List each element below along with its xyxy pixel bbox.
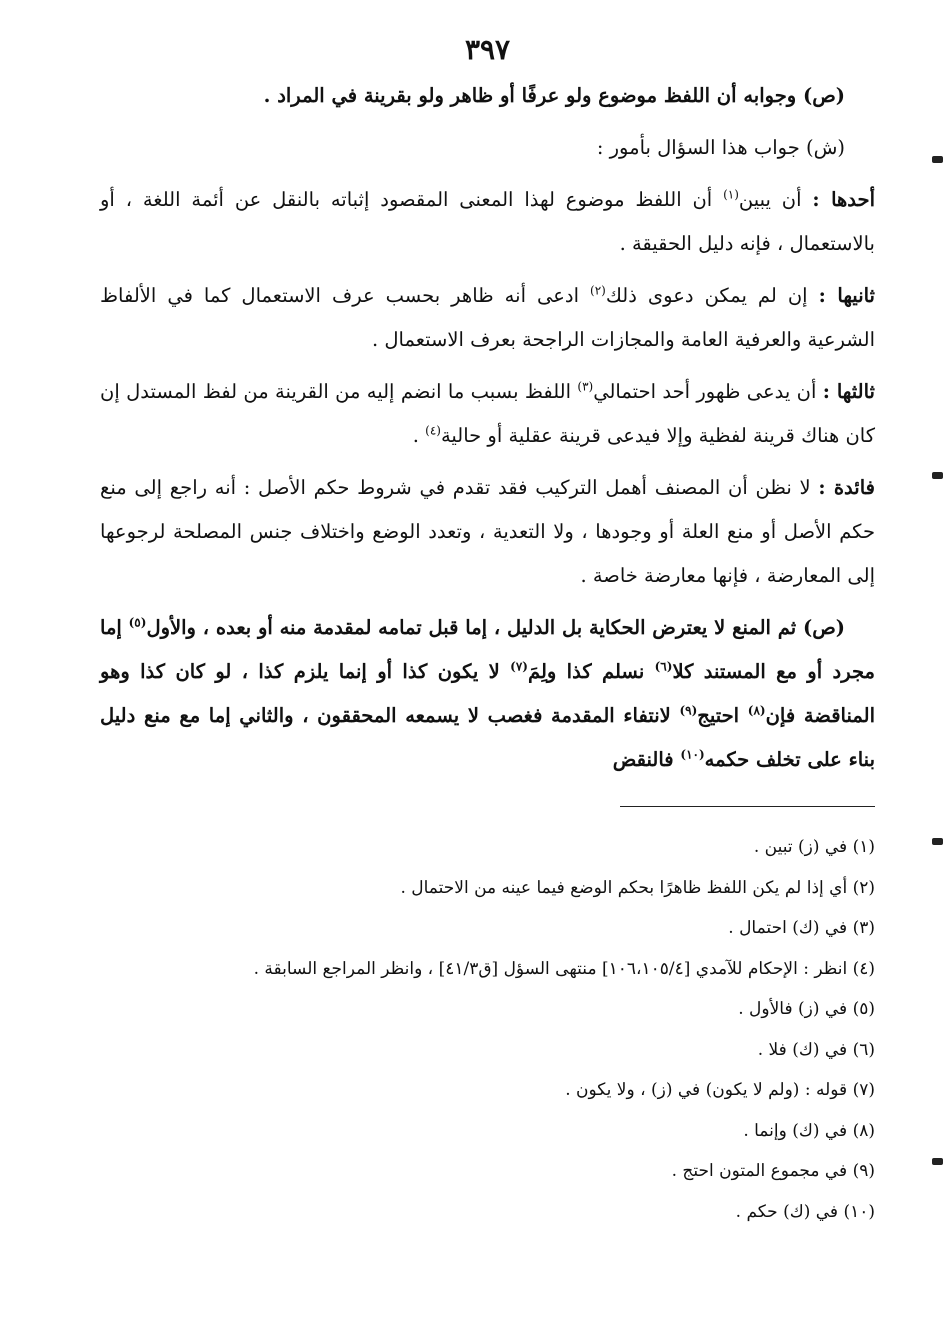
footnote-item: (٤) انظر : الإحكام للآمدي [١٠٦،١٠٥/٤] منتهى السؤل [ق٤١/٣] ، وانظر المراجع السابقة .	[253, 958, 875, 979]
text-segment: اللفظ بسبب ما انضم إليه من القرينة من لفظ المستدل إن كان هناك قرينة لفظية وإلا فيدعى قرينة عقلية أو حالية	[100, 380, 875, 447]
footnote-reference: (٧)	[510, 659, 528, 674]
text-segment: لا يكون كذا أو إنما يلزم كذا ، لو كان كذا وهو المناقضة فإن	[100, 660, 875, 727]
footnote-item: (٨) في (ك) وإنما .	[743, 1120, 875, 1141]
page-edge-mark	[932, 1158, 943, 1165]
footnote-item: (٥) في (ز) فالأول .	[738, 999, 875, 1019]
text-segment: نسلم كذا ولِمَ	[527, 660, 655, 683]
footnote-reference: (٩)	[679, 703, 698, 718]
footnote-item: (١٠) في (ك) حكم .	[735, 1201, 875, 1222]
footnote-item: (٢) أي إذا لم يكن اللفظ ظاهرًا بحكم الوضع فيما عينه من الاحتمال .	[400, 877, 875, 898]
footnote-item: (٣) في (ك) احتمال .	[728, 918, 875, 938]
page	[100, 30, 875, 1232]
text-segment: إما مجرد أو مع المستند كلا	[100, 616, 875, 683]
text-segment: أن يبين	[738, 188, 813, 211]
text-segment: ادعى أنه ظاهر بحسب عرف الاستعمال كما في الألفاظ الشرعية والعرفية العامة والمجازات الراجحة بعرف الاستعمال .	[100, 284, 875, 351]
footnote-reference: (٦)	[654, 659, 673, 674]
text-segment: لانتفاء المقدمة فغصب لا يسمعه المحققون ، والثاني إما مع منع دليل بناء على تخلف حكمه	[100, 704, 875, 771]
text-segment: أن اللفظ موضوع لهذا المعنى المقصود إثباته بالنقل عن أئمة اللغة ، أو بالاستعمال ، فإنه دليل الحقيقة .	[100, 188, 875, 255]
paragraph-lead: ثالثها :	[822, 380, 875, 403]
page-edge-mark	[932, 156, 943, 163]
text-segment: أن يدعى ظهور أحد احتمالي	[593, 380, 823, 403]
text-segment: (ص) ثم المنع لا يعترض الحكاية بل الدليل ، إما قبل تمامه لمقدمة منه أو بعده ، والأول	[146, 616, 846, 639]
paragraph-matn-1	[100, 74, 875, 118]
paragraph-lead: ثانيها :	[818, 284, 875, 307]
paragraph-sharh-1	[100, 126, 875, 170]
footnote-reference: (٤)	[425, 423, 441, 438]
page-edge-mark	[932, 472, 943, 479]
footnote-reference: (٨)	[747, 703, 766, 718]
page-edge-mark	[932, 838, 943, 845]
text-segment: .	[412, 424, 426, 447]
footnotes-list	[100, 827, 875, 1232]
footnote-reference: (١٠)	[680, 747, 705, 762]
text-segment: لا نظن أن المصنف أهمل التركيب فقد تقدم في شروط حكم الأصل : أنه راجع إلى منع حكم الأصل أو منع العلة أو وجودها ، ولا التعدية ، وتعدد الوضع واختلاف جنس المصلحة لرجوعها إلى المعارضة ، فإنها معارضة خاصة .	[100, 476, 875, 587]
footnote-item: (٩) في مجموع المتون احتج .	[671, 1161, 875, 1181]
text-segment: احتيج	[697, 704, 748, 727]
footnote-reference: (٣)	[577, 379, 594, 394]
paragraph-matn-2	[100, 606, 875, 782]
paragraph-sharh-4	[100, 370, 875, 458]
page-number: ٣٩٧	[464, 33, 511, 66]
footnote-reference: (٢)	[590, 283, 606, 298]
footnote-item: (١) في (ز) تبين .	[753, 837, 875, 857]
footnote-separator	[620, 806, 875, 807]
paragraph-lead: أحدها :	[812, 188, 876, 211]
body-text	[100, 74, 875, 782]
paragraph-sharh-5	[100, 466, 875, 598]
paragraph-lead: فائدة :	[818, 476, 875, 499]
text-segment: إن لم يمكن دعوى ذلك	[605, 284, 819, 307]
text-segment: (ش) جواب هذا السؤال بأمور :	[596, 136, 845, 159]
footnote-item: (٦) في (ك) فلا .	[757, 1039, 875, 1060]
footnote-reference: (٥)	[128, 615, 147, 630]
text-segment: (ص) وجوابه أن اللفظ موضوع ولو عرفًا أو ظاهر ولو بقرينة في المراد .	[263, 84, 845, 107]
footnote-reference: (١)	[723, 187, 739, 202]
footnote-item: (٧) قوله : (ولم لا يكون) في (ز) ، ولا يكون .	[565, 1080, 875, 1100]
paragraph-sharh-2	[100, 178, 875, 266]
text-segment: فالنقض	[612, 748, 681, 771]
paragraph-sharh-3	[100, 274, 875, 362]
